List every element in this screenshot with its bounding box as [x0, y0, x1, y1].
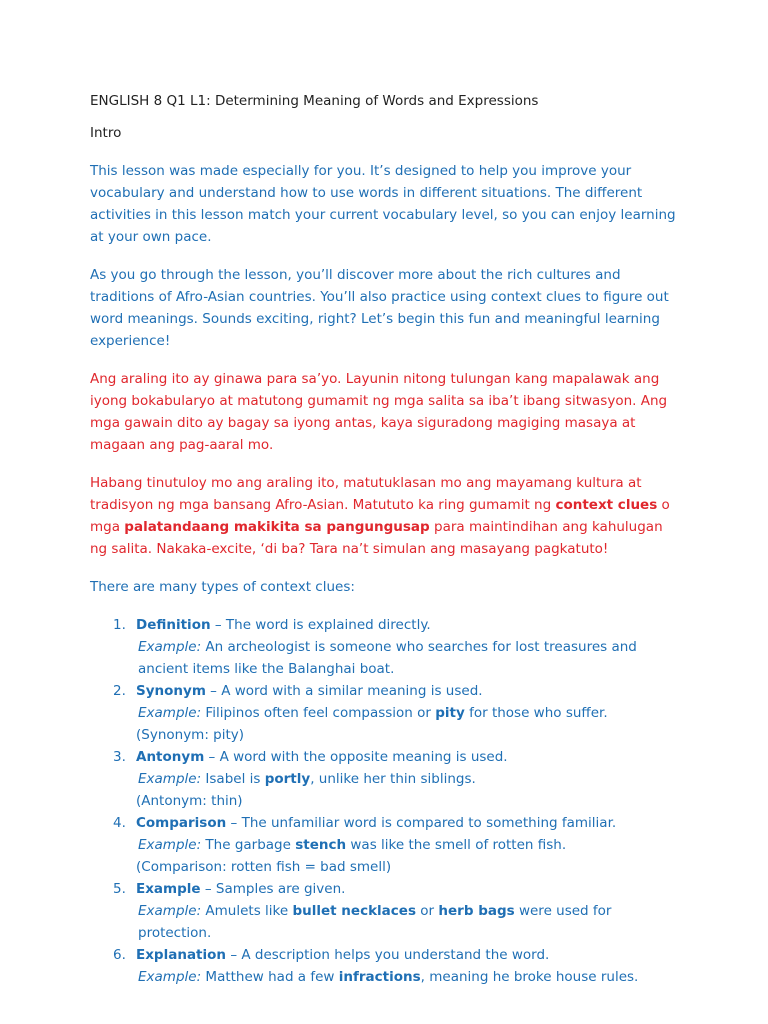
example-text: Isabel is: [201, 771, 265, 787]
context-clue-list: [90, 614, 680, 988]
types-intro: There are many types of context clues:: [90, 579, 355, 595]
example-keyword: portly: [264, 771, 311, 787]
item-description: – The unfamiliar word is compared to something familiar.: [226, 815, 617, 831]
filipino-paragraph-2: [90, 472, 680, 560]
example-text: The garbage: [201, 837, 296, 853]
item-heading: [136, 614, 680, 636]
example-text: An archeologist is someone who searches for lost treasures and ancient items like the Balanghai boat.: [138, 639, 637, 677]
example-keyword: pity: [435, 705, 465, 721]
english-paragraph-2: As you go through the lesson, you’ll discover more about the rich cultures and traditions of Afro-Asian countries. You’ll also practice using context clues to figure out word meanings. Sounds exciting, right? Let’s begin this fun and meaningful learning experience!: [90, 267, 669, 349]
example-text: , unlike her thin siblings.: [310, 771, 476, 787]
item-number: 4.: [113, 815, 126, 831]
intro-heading: Intro: [90, 125, 122, 141]
bold-term-context-clues: context clues: [555, 497, 658, 513]
item-term: Example: [136, 881, 201, 897]
item-term: Definition: [136, 617, 211, 633]
item-example: [136, 966, 680, 988]
example-text: , meaning he broke house rules.: [420, 969, 639, 985]
item-number: 2.: [113, 683, 126, 699]
item-term: Explanation: [136, 947, 227, 963]
document-title: ENGLISH 8 Q1 L1: Determining Meaning of Words and Expressions: [90, 93, 539, 109]
example-text: for those who suffer.: [464, 705, 608, 721]
item-description: – The word is explained directly.: [210, 617, 431, 633]
example-keyword: stench: [295, 837, 347, 853]
filipino-paragraph-1: Ang araling ito ay ginawa para sa’yo. Layunin nitong tulungan kang mapalawak ang iyong bokabularyo at matutong gumamit ng mga salita sa iba’t ibang sitwasyon. Ang mga gawain dito ay bagay sa iyong antas, kaya siguradong magiging masaya at magaan ang pag-aaral mo.: [90, 371, 668, 453]
item-note: (Antonym: thin): [136, 793, 243, 809]
example-text: Amulets like: [201, 903, 293, 919]
example-label: Example:: [138, 969, 202, 985]
example-text: Filipinos often feel compassion or: [201, 705, 436, 721]
example-text: Matthew had a few: [201, 969, 339, 985]
item-description: – A description helps you understand the word.: [226, 947, 550, 963]
item-note: (Comparison: rotten fish = bad smell): [136, 859, 392, 875]
item-term: Antonym: [136, 749, 205, 765]
english-paragraph-1: This lesson was made especially for you. It’s designed to help you improve your vocabulary and understand how to use words in different situations. The different activities in this lesson match your current vocabulary level, so you can enjoy learning at your own pace.: [90, 163, 676, 245]
filipino-text: para maintindihan ang kahulugan ng salita. Nakaka-excite, ‘di ba? Tara na’t simulan ang masayang pagkatuto!: [90, 519, 663, 557]
example-keyword: herb bags: [438, 903, 515, 919]
example-label: Example:: [138, 771, 202, 787]
item-heading: [136, 746, 680, 768]
item-heading: [136, 680, 680, 702]
example-label: Example:: [138, 639, 202, 655]
item-example: [136, 768, 680, 790]
item-note: (Synonym: pity): [136, 727, 245, 743]
list-item-definition: [90, 614, 680, 680]
item-example: [136, 636, 680, 680]
item-example: [136, 900, 680, 944]
item-heading: [136, 878, 680, 900]
item-number: 3.: [113, 749, 126, 765]
item-description: – A word with a similar meaning is used.: [205, 683, 483, 699]
bold-term-palatandaan: palatandaang makikita sa pangungusap: [124, 519, 430, 535]
example-label: Example:: [138, 903, 202, 919]
list-item-antonym: [90, 746, 680, 812]
example-label: Example:: [138, 837, 202, 853]
item-description: – Samples are given.: [200, 881, 346, 897]
example-text: were used for protection.: [138, 903, 612, 941]
filipino-text: Habang tinutuloy mo ang araling ito, matutuklasan mo ang mayamang kultura at tradisyon ng mga bansang Afro-Asian. Matututo ka ring gumamit ng: [90, 475, 642, 513]
example-text: was like the smell of rotten fish.: [346, 837, 567, 853]
example-text: or: [416, 903, 439, 919]
item-term: Synonym: [136, 683, 206, 699]
item-heading: [136, 812, 680, 834]
example-keyword: infractions: [338, 969, 421, 985]
item-number: 5.: [113, 881, 126, 897]
list-item-comparison: [90, 812, 680, 878]
document-page: [90, 90, 680, 988]
item-example: [136, 834, 680, 856]
item-number: 6.: [113, 947, 126, 963]
filipino-text: o mga: [90, 497, 670, 535]
example-keyword: bullet necklaces: [292, 903, 416, 919]
list-item-example: [90, 878, 680, 944]
item-description: – A word with the opposite meaning is used.: [204, 749, 508, 765]
example-label: Example:: [138, 705, 202, 721]
item-heading: [136, 944, 680, 966]
list-item-explanation: [90, 944, 680, 988]
item-number: 1.: [113, 617, 126, 633]
item-example: [136, 702, 680, 724]
list-item-synonym: [90, 680, 680, 746]
item-term: Comparison: [136, 815, 227, 831]
